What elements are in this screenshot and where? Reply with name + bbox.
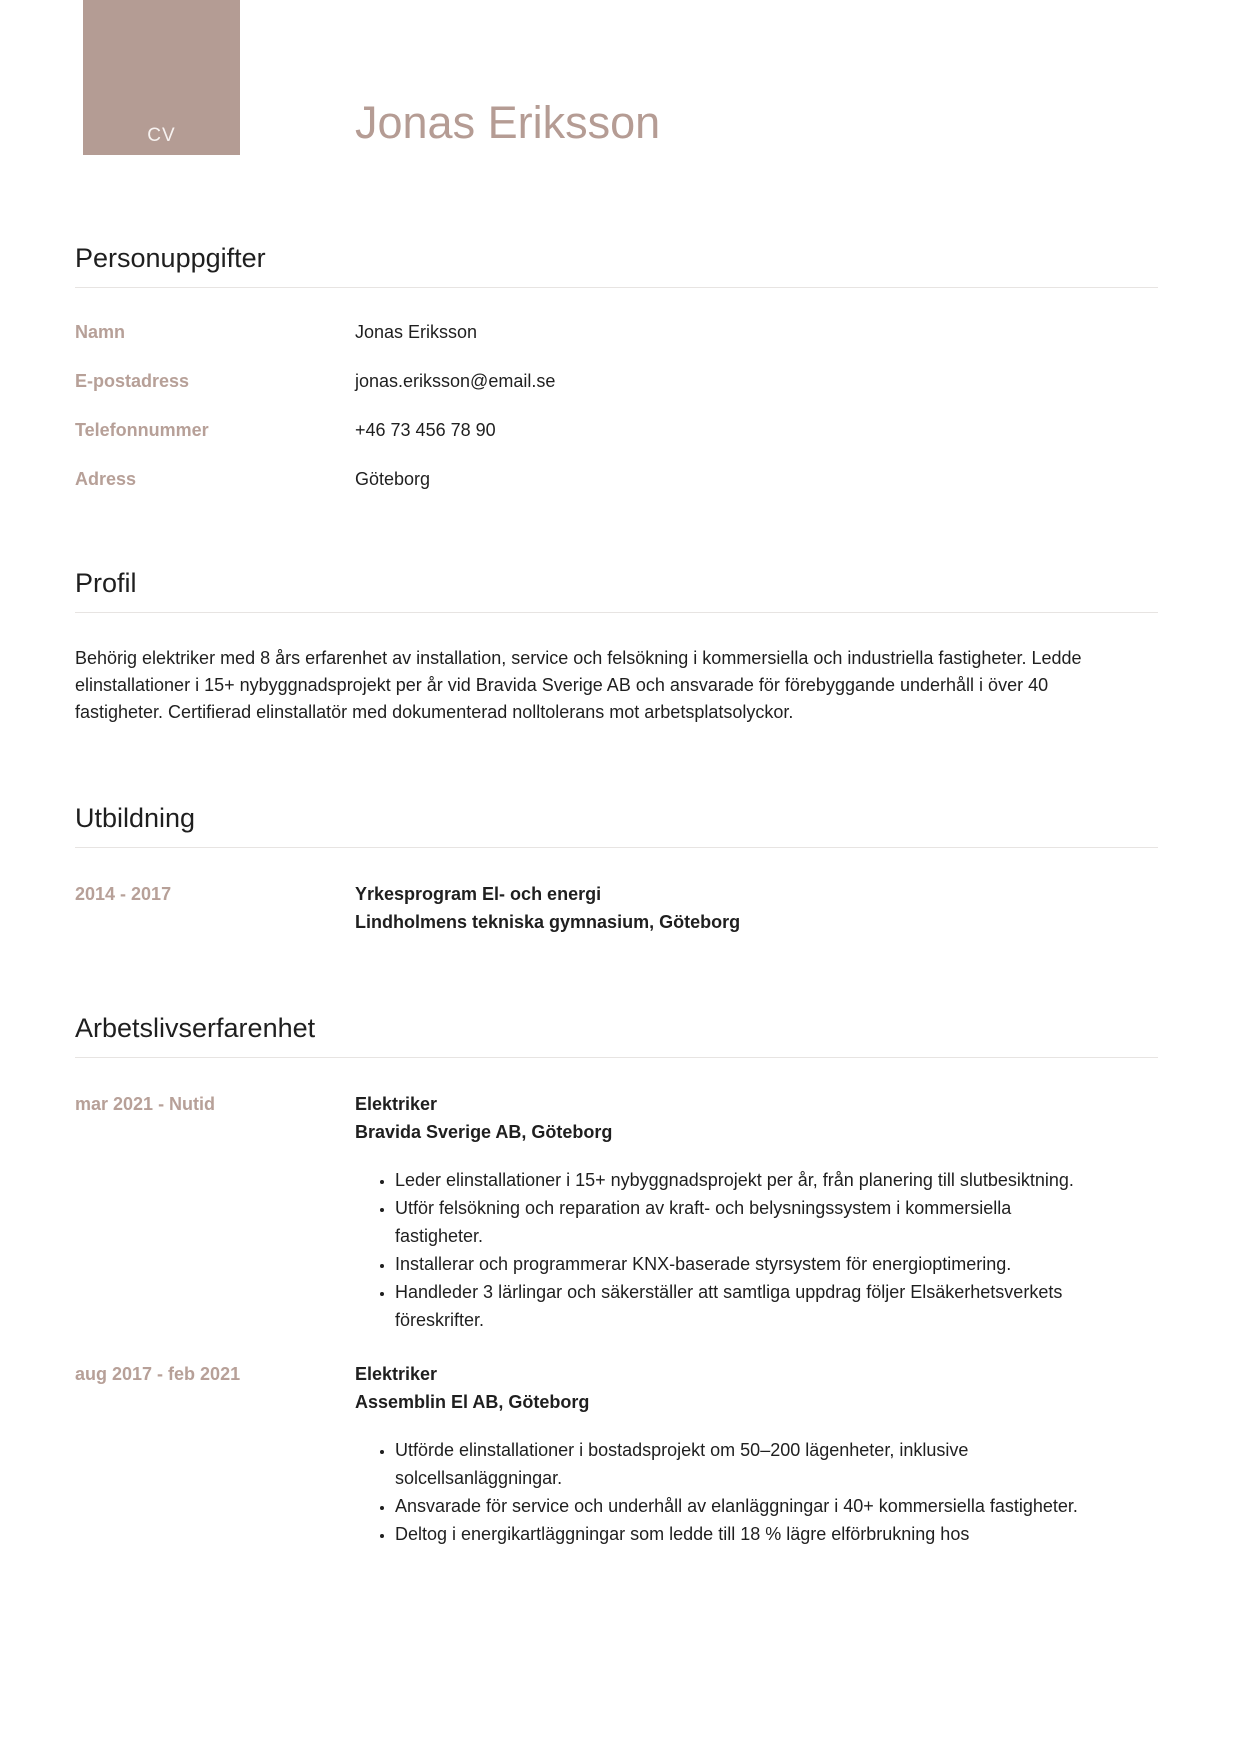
section-divider xyxy=(75,1057,1158,1058)
field-label: Namn xyxy=(75,322,126,342)
cv-badge xyxy=(83,0,240,155)
profile-body xyxy=(75,645,1158,726)
section-profile xyxy=(75,567,1158,726)
profile-summary: Behörig elektriker med 8 års erfarenhet av installation, service och felsökning i kommersiella och industriella fastigheter. Ledde elinstallationer i 15+ nybyggnadsprojekt per år vid Bravida Sverige AB och ansvarade för förebyggande underhåll i över 40 fastigheter. Certifierad elinstallatör med dokumenterad nolltolerans mot arbetsplatsolyckor. xyxy=(75,648,1082,722)
section-experience xyxy=(75,1012,1158,1548)
education-period: 2014 - 2017 xyxy=(75,884,172,904)
experience-bullet: • Ansvarade för service och underhåll av elanläggningar i 40+ kommersiella fastigheter. xyxy=(395,1492,1095,1520)
experience-company: Assemblin El AB, Göteborg xyxy=(355,1392,590,1412)
experience-bullet: • Handleder 3 lärlingar och säkerställer att samtliga uppdrag följer Elsäkerhetsverkets föreskrifter. xyxy=(395,1278,1095,1334)
experience-role: Elektriker xyxy=(355,1094,438,1114)
experience-period: mar 2021 - Nutid xyxy=(75,1094,216,1114)
experience-bullet-list xyxy=(355,1436,1095,1548)
education-entries xyxy=(75,880,1158,936)
section-personal xyxy=(75,242,1158,491)
personal-field-row xyxy=(75,418,1158,442)
education-details xyxy=(355,880,1095,936)
experience-bullet: • Deltog i energikartläggningar som ledde till 18 % lägre elförbrukning hos xyxy=(395,1520,1095,1548)
experience-period: aug 2017 - feb 2021 xyxy=(75,1364,241,1384)
person-name-title: Jonas Eriksson xyxy=(355,97,661,148)
field-value: +46 73 456 78 90 xyxy=(355,420,496,440)
personal-field-row xyxy=(75,467,1158,491)
field-value: Jonas Eriksson xyxy=(355,322,478,342)
personal-field-row xyxy=(75,369,1158,393)
education-degree: Yrkesprogram El- och energi xyxy=(355,884,602,904)
field-value: jonas.eriksson@email.se xyxy=(355,371,556,391)
field-label: Adress xyxy=(75,469,137,489)
personal-field-row xyxy=(75,320,1158,344)
experience-details xyxy=(355,1090,1095,1334)
section-education xyxy=(75,802,1158,936)
experience-entry xyxy=(75,1360,1158,1548)
education-entry xyxy=(75,880,1158,936)
field-value: Göteborg xyxy=(355,469,431,489)
field-label: E-postadress xyxy=(75,371,190,391)
header xyxy=(75,0,1158,155)
experience-bullet: • Installerar och programmerar KNX-baserade styrsystem för energioptimering. xyxy=(395,1250,1095,1278)
section-divider xyxy=(75,287,1158,288)
experience-role: Elektriker xyxy=(355,1364,438,1384)
personal-fields xyxy=(75,320,1158,491)
experience-details xyxy=(355,1360,1095,1548)
experience-entries xyxy=(75,1090,1158,1548)
section-title-personal: Personuppgifter xyxy=(75,243,266,273)
section-divider xyxy=(75,612,1158,613)
education-school: Lindholmens tekniska gymnasium, Göteborg xyxy=(355,912,741,932)
section-title-education: Utbildning xyxy=(75,803,196,833)
field-label: Telefonnummer xyxy=(75,420,209,440)
cv-badge-label: CV xyxy=(147,125,176,146)
experience-bullet: • Utför felsökning och reparation av kraft- och belysningssystem i kommersiella fastigheter. xyxy=(395,1194,1095,1250)
section-divider xyxy=(75,847,1158,848)
experience-entry xyxy=(75,1090,1158,1334)
experience-bullet: • Leder elinstallationer i 15+ nybyggnadsprojekt per år, från planering till slutbesiktning. xyxy=(395,1166,1095,1194)
experience-bullet: • Utförde elinstallationer i bostadsprojekt om 50–200 lägenheter, inklusive solcellsanläggningar. xyxy=(395,1436,1095,1492)
experience-company: Bravida Sverige AB, Göteborg xyxy=(355,1122,613,1142)
section-title-profile: Profil xyxy=(75,568,137,598)
section-title-experience: Arbetslivserfarenhet xyxy=(75,1013,316,1043)
experience-bullet-list xyxy=(355,1166,1095,1334)
